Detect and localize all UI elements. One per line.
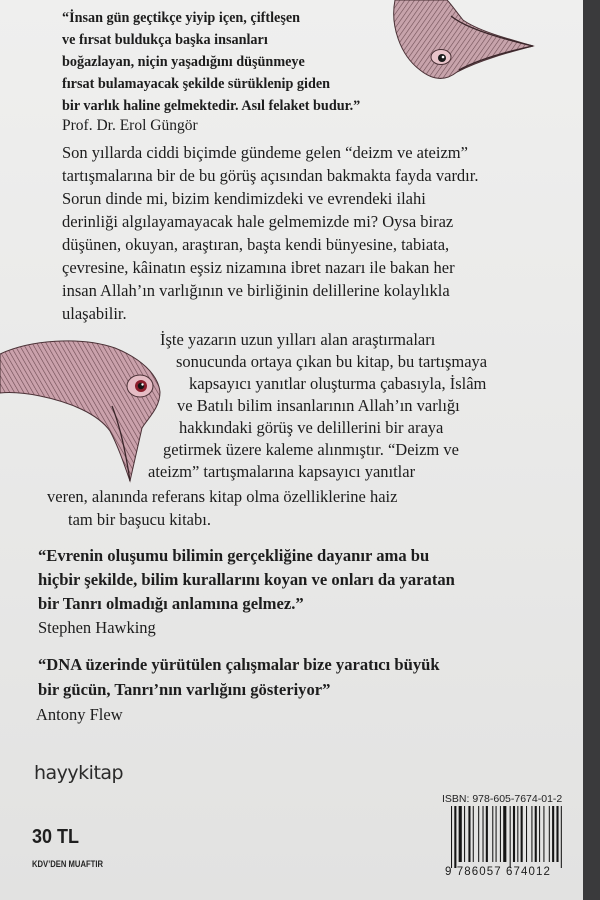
barcode-bar: [552, 806, 554, 862]
quote-author: Stephen Hawking: [38, 618, 156, 637]
quote-line: bir varlık haline gelmektedir. Asıl felaket budur.”: [62, 98, 361, 114]
barcode-bar: [451, 806, 452, 868]
barcode-bar: [513, 806, 515, 862]
quote-line: ve fırsat buldukça başka insanları: [62, 32, 268, 48]
quote-line: bir gücün, Tanrı’nın varlığını gösteriyor”: [38, 680, 331, 699]
barcode-bar: [556, 806, 558, 862]
quote-line: fırsat bulamayacak şekilde sürüklenip giden: [62, 76, 331, 92]
barcode-bar: [531, 806, 532, 862]
barcode-bar: [483, 806, 484, 862]
barcode-bar: [543, 806, 544, 862]
paragraph-line: sonucunda ortaya çıkan bu kitap, bu tartışmaya: [176, 352, 488, 371]
barcode-bar: [464, 806, 465, 862]
paragraph-line: tam bir başucu kitabı.: [68, 510, 211, 529]
paragraph-line: derinliği algılayamayacak hale gelmemizde mi? Oysa biraz: [62, 212, 454, 231]
paragraph-line: ve Batılı bilim insanlarının Allah’ın varlığı: [177, 396, 460, 415]
quote-line: bir Tanrı olmadığı anlamına gelmez.”: [38, 594, 304, 613]
tax-exempt-note: KDV’DEN MUAFTIR: [32, 859, 103, 869]
paragraph-line: hakkındaki görüş ve delillerini bir araya: [179, 418, 444, 437]
barcode-digits: 9 786057 674012: [445, 866, 552, 878]
isbn-label: ISBN: 978-605-7674-01-2: [442, 793, 563, 805]
quote-line: hiçbir şekilde, bilim kurallarını koyan ve onları da yaratan: [38, 570, 455, 589]
paragraph-line: getirmek üzere kaleme alınmıştır. “Deizm ve: [163, 440, 459, 459]
barcode-bar: [549, 806, 550, 862]
paragraph-line: İşte yazarın uzun yılları alan araştırmaları: [160, 330, 436, 349]
quote-author: Antony Flew: [36, 705, 123, 724]
barcode-bar: [454, 806, 456, 868]
barcode-bar: [496, 806, 497, 862]
barcode-bar: [510, 806, 511, 868]
isbn-barcode: [449, 806, 567, 868]
quote-line: boğazlayan, niçin yaşadığını düşünmeye: [62, 54, 305, 70]
paragraph-line: tartışmalarına bir de bu görüş açısından bakmakta fayda vardır.: [62, 166, 479, 185]
barcode-bar: [492, 806, 493, 862]
barcode-bar: [468, 806, 470, 862]
paragraph-line: düşünen, okuyan, araştıran, başta kendi bünyesine, tabiata,: [62, 235, 450, 254]
barcode-bar: [473, 806, 474, 862]
barcode-bar: [526, 806, 527, 862]
barcode-bar: [539, 806, 540, 862]
barcode-bar: [500, 806, 501, 862]
barcode-bar: [521, 806, 523, 862]
paragraph-line: kapsayıcı yanıtlar oluşturma çabasıyla, İslâm: [189, 374, 487, 393]
quote-line: “Evrenin oluşumu bilimin gerçekliğine dayanır ama bu: [38, 546, 430, 565]
paragraph-line: Son yıllarda ciddi biçimde gündeme gelen “deizm ve ateizm”: [62, 143, 468, 162]
paragraph-line: çevresine, kâinatın eşsiz nizamına ibret nazarı ile bakan her: [62, 258, 455, 277]
barcode-bar: [517, 806, 518, 862]
ostrich-head-illustration-left: [0, 336, 170, 486]
barcode-bar: [478, 806, 479, 862]
barcode-bar: [561, 806, 562, 868]
barcode-bar: [486, 806, 488, 862]
barcode-bar: [459, 806, 462, 862]
barcode-bar: [535, 806, 537, 862]
quote-line: “DNA üzerinde yürütülen çalışmalar bize yaratıcı büyük: [38, 655, 440, 674]
quote-line: “İnsan gün geçtikçe yiyip içen, çiftleşen: [62, 10, 301, 26]
paragraph-line: ateizm” tartışmalarına kapsayıcı yanıtlar: [148, 462, 416, 481]
paragraph-line: insan Allah’ın varlığının ve birliğinin delillerine kolaylıkla: [62, 281, 450, 300]
ostrich-head-illustration-top: [385, 0, 545, 95]
publisher-logo: hayykitap: [34, 762, 124, 784]
paragraph-line: veren, alanında referans kitap olma özelliklerine haiz: [47, 487, 398, 506]
quote-author: Prof. Dr. Erol Güngör: [62, 117, 198, 134]
paragraph-line: ulaşabilir.: [62, 304, 127, 323]
paragraph-line: Sorun dinde mi, bizim kendimizdeki ve evrendeki ilahi: [62, 189, 426, 208]
barcode-bar: [503, 806, 506, 862]
background-edge: [583, 0, 600, 900]
price-label: 30 TL: [32, 826, 80, 848]
